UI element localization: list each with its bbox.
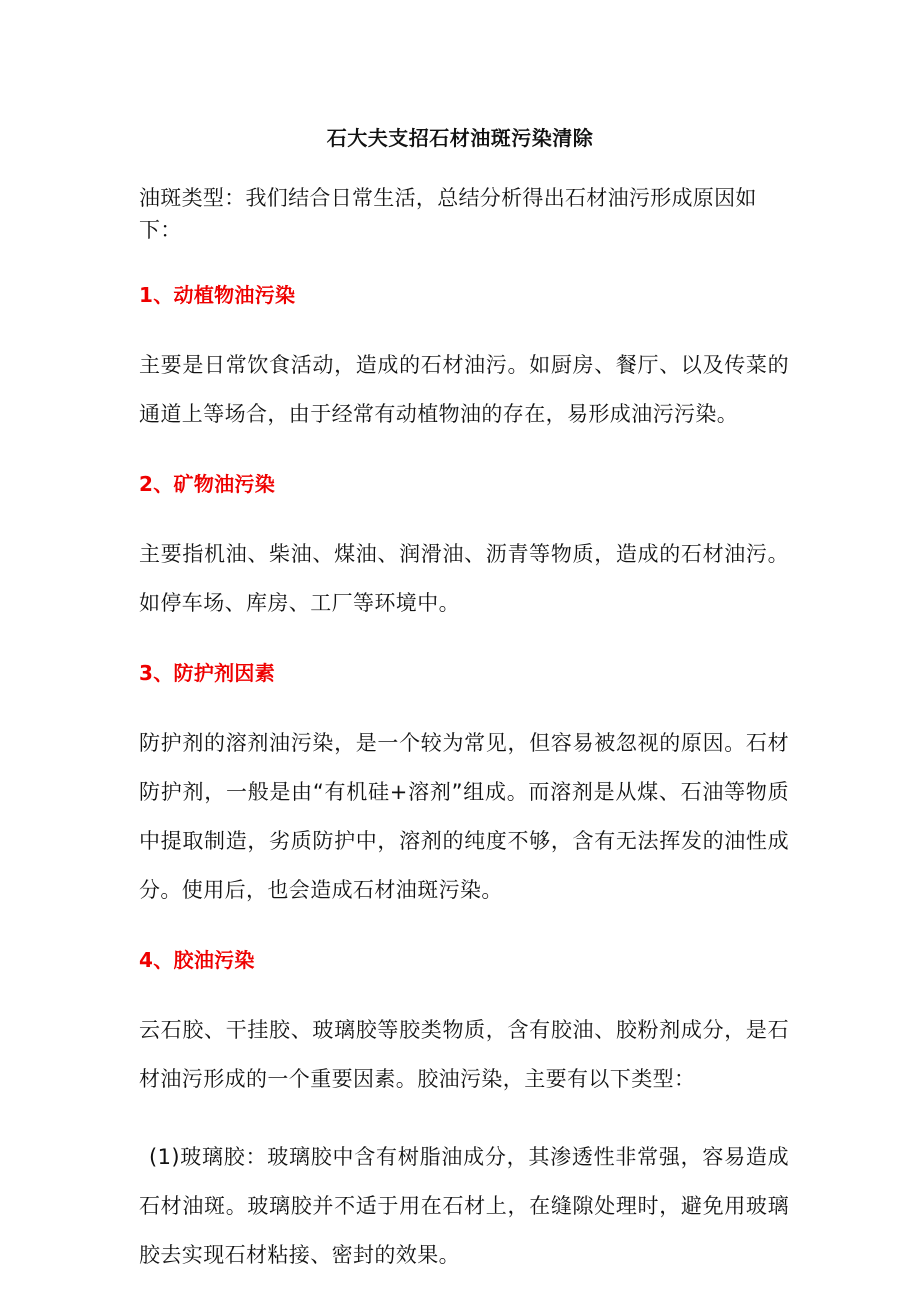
section-heading-4: 4、胶油污染	[139, 948, 255, 972]
section-heading-1: 1、动植物油污染	[139, 283, 296, 307]
section-body-1: 主要是日常饮食活动，造成的石材油污。如厨房、餐厅、以及传菜的通道上等场合，由于经常有动植物油的存在，易形成油污污染。	[139, 353, 789, 426]
document-body	[139, 182, 789, 1280]
section-body-2: 主要指机油、柴油、煤油、润滑油、沥青等物质，造成的石材油污。如停车场、库房、工厂等环境中。	[139, 542, 789, 615]
document-title: 石大夫支招石材油斑污染清除	[326, 126, 594, 150]
section-body-4: 云石胶、干挂胶、玻璃胶等胶类物质，含有胶油、胶粉剂成分，是石材油污形成的一个重要因素。胶油污染，主要有以下类型：	[139, 1018, 789, 1091]
section-heading-2: 2、矿物油污染	[139, 472, 276, 496]
intro-paragraph: 油斑类型：我们结合日常生活，总结分析得出石材油污形成原因如下：	[139, 186, 757, 242]
section-heading-3: 3、防护剂因素	[139, 661, 276, 685]
section-subitem-glass-glue: (1)玻璃胶：玻璃胶中含有树脂油成分，其渗透性非常强，容易造成石材油斑。玻璃胶并不适于用在石材上，在缝隙处理时，避免用玻璃胶去实现石材粘接、密封的效果。	[139, 1145, 789, 1267]
section-body-3: 防护剂的溶剂油污染，是一个较为常见，但容易被忽视的原因。石材防护剂，一般是由“有机硅+溶剂”组成。而溶剂是从煤、石油等物质中提取制造，劣质防护中，溶剂的纯度不够，含有无法挥发的油性成分。使用后，也会造成石材油斑污染。	[139, 731, 789, 902]
